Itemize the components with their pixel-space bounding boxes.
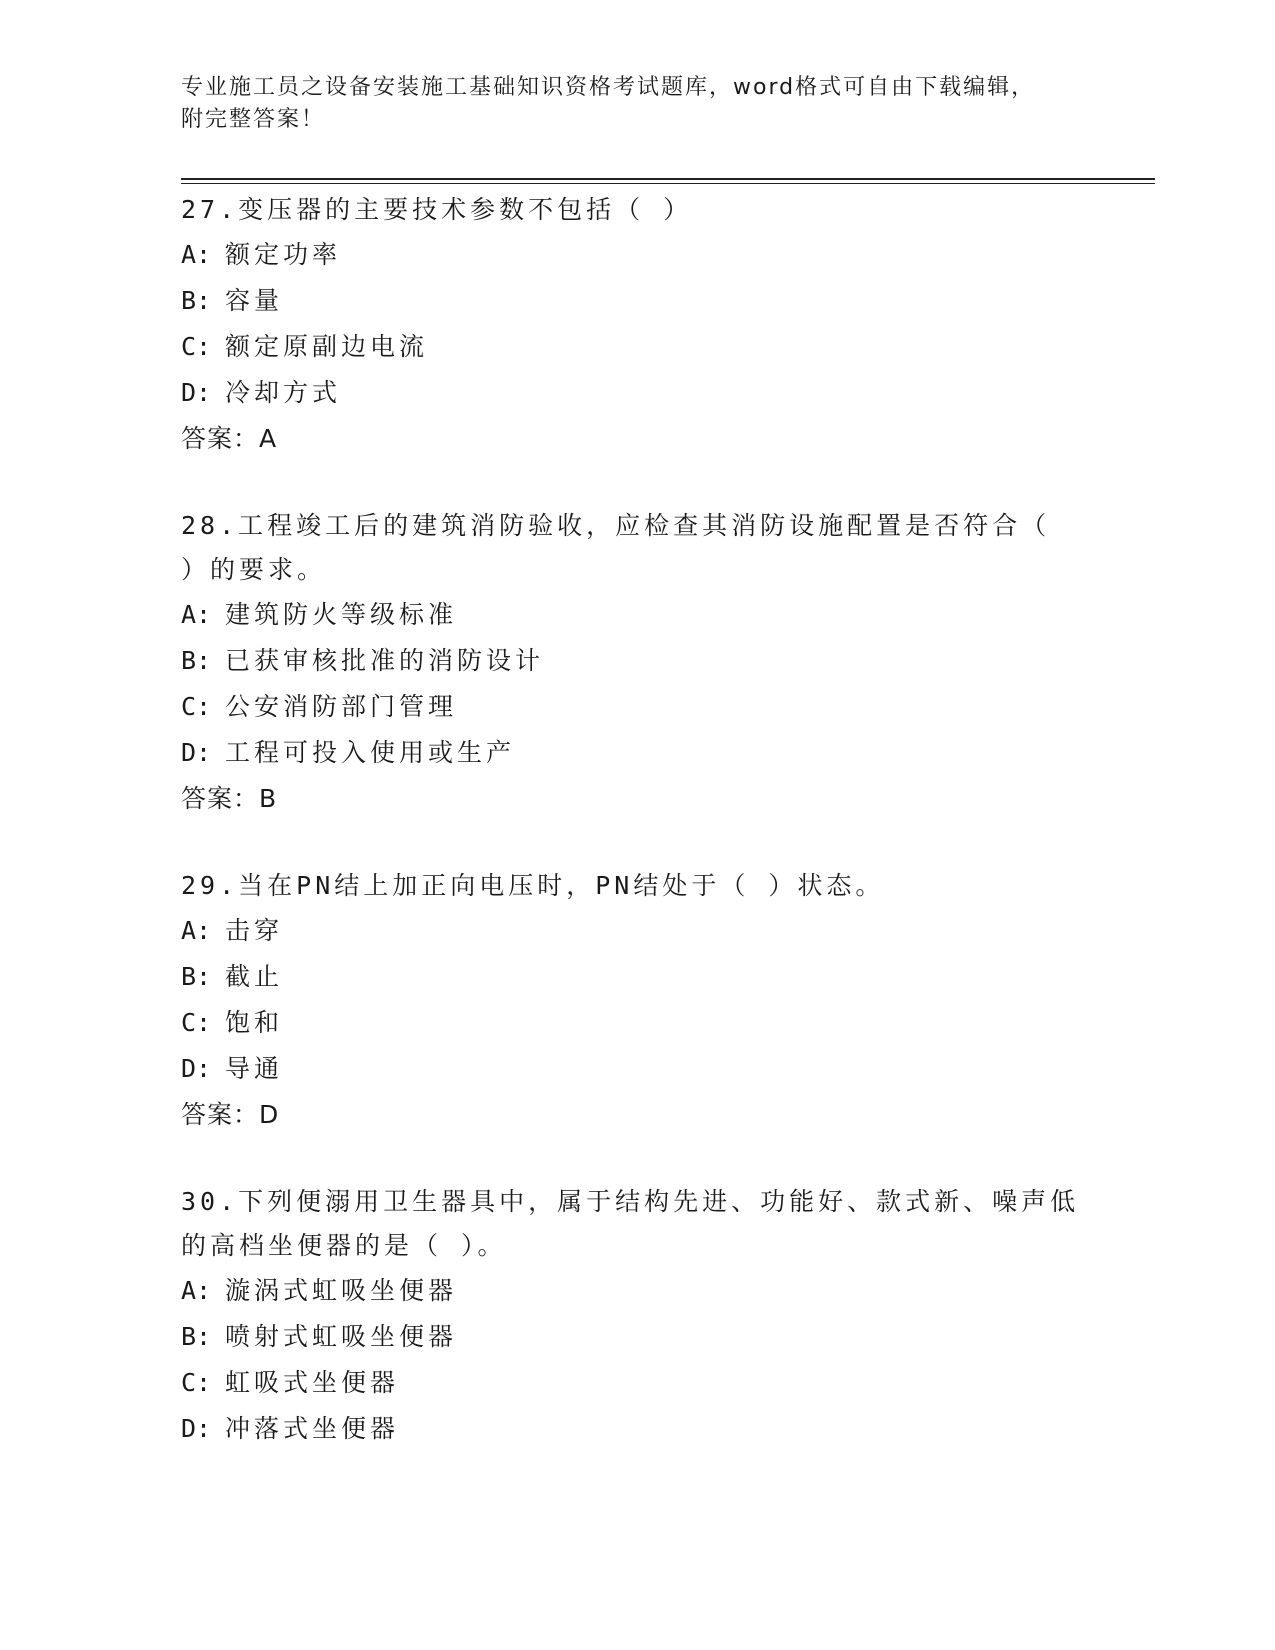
option-text: 冷却方式: [225, 378, 342, 407]
option-c: [181, 1000, 1156, 1046]
option-text: 虹吸式坐便器: [225, 1368, 400, 1397]
question-stem: 30.下列便溺用卫生器具中，属于结构先进、功能好、款式新、噪声低的高档坐便器的是（ ）。: [181, 1187, 1080, 1260]
option-d: [181, 730, 1156, 776]
question-29: [181, 864, 1156, 1138]
option-letter: B:: [181, 1322, 212, 1351]
document-page: [181, 0, 1156, 1650]
option-letter: D:: [181, 738, 212, 767]
question-27: [181, 188, 1156, 462]
option-b: [181, 954, 1156, 1000]
option-letter: D:: [181, 1054, 212, 1083]
option-d: [181, 1046, 1156, 1092]
option-text: 击穿: [225, 916, 284, 945]
option-letter: A:: [181, 240, 212, 269]
option-c: [181, 684, 1156, 730]
header-line-1: 专业施工员之设备安装施工基础知识资格考试题库，word格式可自由下载编辑，: [181, 75, 1036, 100]
option-text: 导通: [225, 1054, 284, 1083]
option-text: 公安消防部门管理: [225, 692, 458, 721]
option-letter: A:: [181, 600, 212, 629]
question-30: [181, 1180, 1156, 1452]
document-header: [181, 72, 1051, 136]
option-letter: A:: [181, 916, 212, 945]
question-28: [181, 504, 1156, 822]
option-letter: D:: [181, 378, 212, 407]
option-letter: C:: [181, 1368, 212, 1397]
option-a: [181, 908, 1156, 954]
option-letter: B:: [181, 646, 212, 675]
option-a: [181, 232, 1156, 278]
answer-line: 答案：D: [181, 1100, 280, 1129]
option-text: 额定功率: [225, 240, 342, 269]
option-text: 喷射式虹吸坐便器: [225, 1322, 458, 1351]
option-d: [181, 370, 1156, 416]
option-a: [181, 1268, 1156, 1314]
question-list: [181, 188, 1156, 1494]
answer-line: 答案：A: [181, 424, 278, 453]
option-a: [181, 592, 1156, 638]
question-stem: 29.当在PN结上加正向电压时，PN结处于（ ）状态。: [181, 871, 885, 900]
option-text: 建筑防火等级标准: [225, 600, 458, 629]
answer-line: 答案：B: [181, 784, 278, 813]
option-text: 饱和: [225, 1008, 284, 1037]
question-stem: 27.变压器的主要技术参数不包括（ ）: [181, 195, 693, 224]
option-text: 额定原副边电流: [225, 332, 429, 361]
option-c: [181, 1360, 1156, 1406]
question-stem: 28.工程竣工后的建筑消防验收，应检查其消防设施配置是否符合（ ）的要求。: [181, 511, 1051, 584]
option-text: 容量: [225, 286, 284, 315]
option-text: 截止: [225, 962, 284, 991]
option-letter: C:: [181, 1008, 212, 1037]
header-divider: [181, 178, 1155, 184]
option-letter: D:: [181, 1414, 212, 1443]
option-c: [181, 324, 1156, 370]
option-text: 已获审核批准的消防设计: [225, 646, 545, 675]
option-b: [181, 1314, 1156, 1360]
header-line-2: 附完整答案！: [181, 107, 326, 132]
option-d: [181, 1406, 1156, 1452]
option-text: 工程可投入使用或生产: [225, 738, 516, 767]
option-letter: C:: [181, 332, 212, 361]
option-text: 漩涡式虹吸坐便器: [225, 1276, 458, 1305]
option-b: [181, 278, 1156, 324]
option-letter: A:: [181, 1276, 212, 1305]
option-letter: B:: [181, 962, 212, 991]
option-text: 冲落式坐便器: [225, 1414, 400, 1443]
option-letter: B:: [181, 286, 212, 315]
option-letter: C:: [181, 692, 212, 721]
option-b: [181, 638, 1156, 684]
